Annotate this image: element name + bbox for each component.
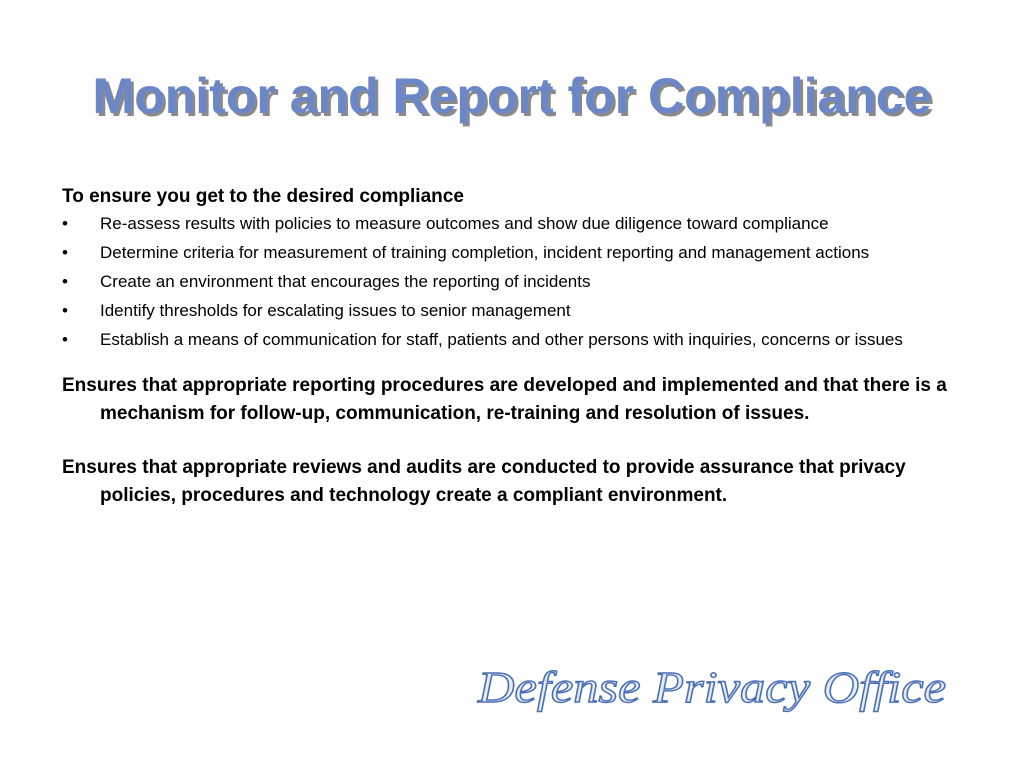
reporting-procedures-paragraph: Ensures that appropriate reporting procedures are developed and implemented and that there is a mechanism for follow-up, communication, re-training and resolution of issues. [62, 375, 947, 424]
bullet-text: Identify thresholds for escalating issues to senior management [100, 301, 571, 320]
bullet-item [62, 328, 962, 352]
bullet-marker: • [62, 214, 68, 233]
slide-content [62, 184, 962, 510]
bullet-item [62, 212, 962, 236]
bullet-text: Create an environment that encourages the reporting of incidents [100, 272, 591, 291]
defense-privacy-office-logo [474, 652, 954, 722]
bullet-marker: • [62, 243, 68, 262]
reviews-audits-paragraph: Ensures that appropriate reviews and audits are conducted to provide assurance that privacy policies, procedures and technology create a compliant environment. [62, 457, 906, 506]
bullet-text: Re-assess results with policies to measure outcomes and show due diligence toward compliance [100, 214, 829, 233]
bullet-marker: • [62, 330, 68, 349]
bullet-text: Determine criteria for measurement of training completion, incident reporting and management actions [100, 243, 870, 262]
bullet-marker: • [62, 272, 68, 291]
bullet-item [62, 299, 962, 323]
logo-text: Defense Privacy Office [476, 663, 946, 712]
bullet-marker: • [62, 301, 68, 320]
bullet-item [62, 270, 962, 294]
section-heading: To ensure you get to the desired compliance [62, 186, 464, 207]
bullet-list [62, 212, 962, 352]
bullet-item [62, 241, 962, 265]
slide-title: Monitor and Report for Compliance [92, 68, 932, 124]
bullet-text: Establish a means of communication for staff, patients and other persons with inquiries, concerns or issues [100, 330, 903, 349]
